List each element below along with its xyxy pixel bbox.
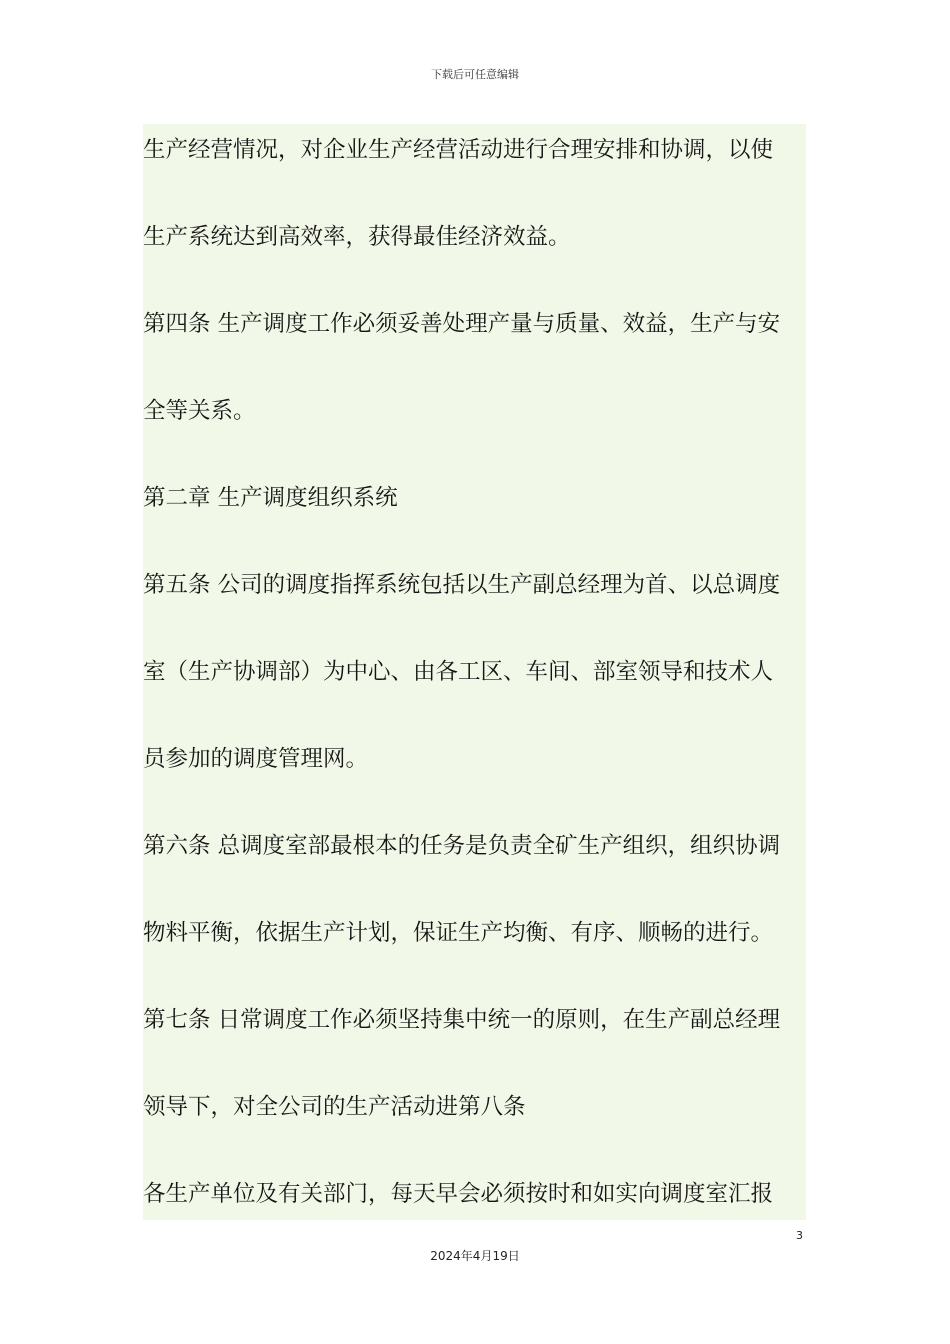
footer-date: 2024年4月19日 — [430, 1249, 520, 1263]
text-line: 生产系统达到高效率，获得最佳经济效益。 — [143, 224, 571, 250]
text-line: 第七条 日常调度工作必须坚持集中统一的原则，在生产副总经理 — [143, 1007, 781, 1033]
text-line: 第六条 总调度室部最根本的任务是负责全矿生产组织，组织协调 — [143, 833, 781, 859]
text-line: 生产经营情况，对企业生产经营活动进行合理安排和协调，以使 — [143, 137, 774, 163]
page-number: 3 — [796, 1229, 803, 1242]
text-line: 各生产单位及有关部门，每天早会必须按时和如实向调度室汇报 — [143, 1181, 774, 1207]
text-line: 领导下，对全公司的生产活动进第八条 — [143, 1094, 526, 1120]
text-line: 室（生产协调部）为中心、由各工区、车间、部室领导和技术人 — [143, 659, 774, 685]
chapter-heading: 第二章 生产调度组织系统 — [143, 485, 398, 511]
text-line: 员参加的调度管理网。 — [143, 746, 369, 772]
header-note: 下载后可任意编辑 — [431, 68, 519, 81]
document-text-block — [143, 124, 806, 1220]
text-line: 第四条 生产调度工作必须妥善处理产量与质量、效益，生产与安 — [143, 311, 781, 337]
text-line: 物料平衡，依据生产计划，保证生产均衡、有序、顺畅的进行。 — [143, 920, 774, 946]
text-line: 第五条 公司的调度指挥系统包括以生产副总经理为首、以总调度 — [143, 572, 781, 598]
text-line: 全等关系。 — [143, 398, 256, 424]
